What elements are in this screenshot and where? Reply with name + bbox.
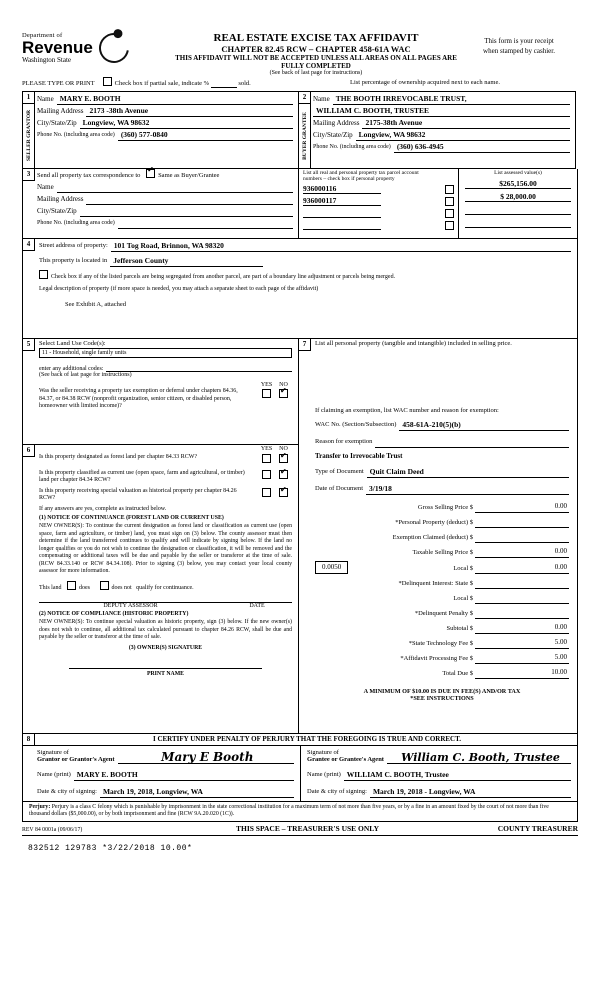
grantee-signature-block	[300, 746, 577, 801]
document-date-label: Date of Document	[315, 484, 364, 492]
yes-header: YES	[260, 382, 273, 388]
buyer-side-label: BUYER GRANTEE	[302, 111, 308, 160]
certification-statement: I CERTIFY UNDER PENALTY OF PERJURY THAT THE FOREGOING IS TRUE AND CORRECT.	[23, 734, 577, 746]
grantor-date-value[interactable]: March 19, 2018, Longview, WA	[100, 786, 294, 798]
personal-property-section	[299, 339, 578, 734]
row-value[interactable]: 5.00	[475, 652, 569, 664]
seller-name-value[interactable]: MARY E. BOOTH	[57, 93, 293, 105]
parcel-personal-checkbox[interactable]	[445, 221, 454, 230]
buyer-citystatezip-label: City/State/Zip	[313, 131, 353, 139]
parcel-number-value[interactable]	[303, 208, 381, 218]
form-notice: THIS AFFIDAVIT WILL NOT BE ACCEPTED UNLESS ALL AREAS ON ALL PAGES ARE FULLY COMPLETED	[175, 54, 457, 70]
buyer-address-label: Mailing Address	[313, 119, 360, 127]
see-instructions-note: *SEE INSTRUCTIONS	[410, 694, 474, 702]
if-any-yes-note: If any answers are yes, complete as instructed below.	[39, 505, 167, 512]
grantee-signature-value[interactable]: William C. Booth, Trustee	[387, 752, 571, 764]
row-label: *Personal Property (deduct) $	[395, 518, 473, 526]
document-header	[22, 14, 578, 76]
buyer-section-number: 2	[299, 92, 311, 104]
correspondence-section	[22, 169, 299, 239]
corr-citystatezip-value[interactable]	[80, 205, 293, 217]
seller-address-value[interactable]: 2173 -38th Avenue	[86, 105, 293, 117]
row-value[interactable]: 0.00	[475, 562, 569, 574]
seller-address-label: Mailing Address	[37, 107, 84, 115]
partial-sale-label: Check box if partial sale, indicate %	[114, 80, 210, 87]
does-label: does	[79, 584, 90, 591]
revenue-swoosh-icon	[93, 27, 135, 69]
corr-citystatezip-label: City/State/Zip	[37, 207, 77, 215]
parcel-header-line-1: List all real and personal property tax parcel account	[303, 170, 419, 176]
row-value[interactable]: 0.00	[475, 546, 569, 558]
form-title-block	[172, 14, 460, 76]
certification-section	[22, 734, 578, 822]
assessed-value[interactable]: $ 28,000.00	[465, 192, 571, 202]
buyer-address-value[interactable]: 2175-38th Avenue	[362, 117, 570, 129]
partial-sale-checkbox[interactable]	[103, 77, 112, 86]
seller-name-label: Name	[37, 95, 54, 103]
personal-property-title: List all personal property (tangible and intangible) included in selling price.	[315, 340, 512, 347]
land-use-code-value[interactable]: 11 - Household, single family units	[39, 348, 292, 358]
current-use-question: Is this property classified as current use (open space, farm and agricultural, or timber) land per chapter 84.34 RCW?	[39, 469, 245, 483]
assessed-value[interactable]: $265,156.00	[465, 179, 571, 189]
receipt-line-1: This form is your receipt	[484, 37, 554, 45]
document-date-value[interactable]: 3/19/18	[366, 483, 569, 495]
row-label: Local $	[453, 594, 473, 602]
grantor-name-label: Name (print)	[37, 770, 71, 778]
grantee-sig-label-1: Signature of	[307, 749, 339, 756]
form-chapter: CHAPTER 82.45 RCW – CHAPTER 458-61A WAC	[221, 44, 411, 54]
parcel-number-value[interactable]	[303, 220, 381, 230]
historic-no-checkbox[interactable]: ✔	[279, 488, 288, 497]
seller-phone-value[interactable]: (360) 577-0840	[118, 129, 293, 141]
seller-citystatezip-value[interactable]: Longview, WA 98632	[80, 117, 293, 129]
forest-yes-checkbox[interactable]	[262, 454, 271, 463]
continuance-paragraph: NEW OWNER(S): To continue the current designation as forest land or classification as current use (open space, farm and agriculture, or timber) land, you must sign on (3) below. The county assessor must then determine if the land transferred continues to qualify and will indicate by signing below. If the land no longer qualifies or you do not wish to continue the designation or classification, it will be removed and the compensating or additional taxes will be due and payable by the seller or transferor at the time of sale. (RCW 84.33.140 or RCW 84.34.108). Prior to signing (3) below, you may contact your local county assessor for more information.	[39, 523, 292, 575]
row-label: Total Due $	[442, 669, 473, 677]
sold-label: sold.	[238, 80, 251, 87]
grantee-sig-label-2: Grantee or Grantee's Agent	[307, 756, 384, 764]
does-not-label: does not	[111, 584, 132, 591]
parcel-header-line-2: numbers – check box if personal property	[303, 176, 395, 182]
buyer-citystatezip-value[interactable]: Longview, WA 98632	[356, 129, 570, 141]
legal-description-label: Legal description of property (if more space is needed, you may attach a separate sheet to each page of the affidavit)	[39, 286, 319, 292]
row-value[interactable]	[475, 592, 569, 604]
exemption-yes-checkbox[interactable]	[262, 389, 271, 398]
wac-number-value[interactable]: 458-61A-210(5)(b)	[399, 419, 569, 431]
correspondence-row	[22, 169, 578, 239]
revision-label: REV 84 0001a (09/06/17)	[22, 827, 83, 834]
currentuse-yes-checkbox[interactable]	[262, 470, 271, 479]
this-land-label: This land	[39, 584, 62, 591]
buyer-name-value-1[interactable]: THE BOOTH IRREVOCABLE TRUST,	[333, 93, 570, 105]
row-value[interactable]: 0.00	[475, 501, 569, 513]
located-in-value[interactable]: Jefferson County	[110, 255, 263, 267]
perjury-text: Perjury is a class C felony which is punishable by imprisonment in the state correctional institution for a maximum term of not more than five years, or by a fine in an amount fixed by the court of not more than five thousand dollars ($5,000.00), or by both imprisonment and fine (RCW 9A.20.020 (1C)).	[29, 803, 549, 818]
corr-address-value[interactable]	[86, 193, 293, 205]
county-treasurer-label: COUNTY TREASURER	[497, 824, 578, 834]
row-label: Exemption Claimed (deduct) $	[392, 533, 473, 541]
additional-codes-label: enter any additional codes:	[39, 366, 104, 372]
tax-exemption-question: Was the seller receiving a property tax exemption or deferral under chapters 84.36, 84.37, or 84.38 RCW (nonprofit organization, senior citizen, or disabled person, homeowner with limited income)?	[39, 388, 238, 409]
exemption-reason-value[interactable]	[375, 436, 569, 448]
grantor-name-value[interactable]: MARY E. BOOTH	[74, 769, 294, 781]
property-section-number: 4	[23, 239, 35, 251]
document-type-value[interactable]: Quit Claim Deed	[367, 466, 569, 478]
land-does-not-checkbox[interactable]	[100, 581, 109, 590]
segregated-label: Check box if any of the listed parcels are being segregated from another parcel, are part of a boundary line adjustment or parcels being merged.	[51, 274, 396, 280]
parcel-number-value[interactable]: 936000116	[303, 184, 381, 194]
personal-property-section-number: 7	[299, 339, 311, 351]
minimum-due-note: A MINIMUM OF $10.00 IS DUE IN FEE(S) AND/OR TAX	[363, 687, 521, 695]
row-label: *Delinquent Interest: State $	[398, 579, 473, 587]
correspondence-title: Send all property tax correspondence to	[37, 172, 141, 179]
seller-section-number: 1	[23, 92, 35, 104]
land-use-section-number: 5	[23, 339, 35, 351]
assessed-value[interactable]	[465, 218, 571, 228]
buyer-section	[299, 91, 576, 169]
grantor-signature-block	[23, 746, 300, 801]
parcel-numbers-section	[299, 169, 459, 239]
continuance-heading: (1) NOTICE OF CONTINUANCE (FOREST LAND OR CURRENT USE)	[39, 514, 224, 521]
historic-yes-checkbox[interactable]	[262, 488, 271, 497]
legal-description-value[interactable]: See Exhibit A, attached	[65, 301, 127, 308]
form-see-back: (See back of last page for instructions)	[269, 70, 363, 76]
no-header: NO	[279, 446, 288, 452]
row-label: *Affidavit Processing Fee $	[400, 654, 473, 662]
receipt-note	[460, 14, 578, 56]
additional-codes-value[interactable]	[106, 360, 292, 372]
exemption-no-checkbox[interactable]: ✔	[279, 389, 288, 398]
department-label: Department of	[22, 32, 63, 39]
agency-name: Revenue	[22, 38, 93, 57]
assessed-header: List assessed value(s)	[494, 170, 542, 176]
parties-row	[22, 91, 578, 169]
row-label: Local $	[453, 564, 473, 572]
row-value[interactable]	[475, 516, 569, 528]
street-address-value[interactable]: 101 Tog Road, Brinnon, WA 98320	[111, 240, 571, 252]
excise-rate-value[interactable]: 0.0050	[315, 561, 348, 574]
header-subrow	[22, 77, 578, 88]
type-or-print-label: PLEASE TYPE OR PRINT	[22, 80, 95, 87]
grantee-name-label: Name (print)	[307, 770, 341, 778]
treasurer-stamp: 832512 129783 *3/22/2018 10.00*	[28, 844, 193, 854]
form-title: REAL ESTATE EXCISE TAX AFFIDAVIT	[213, 32, 419, 44]
parcel-personal-checkbox[interactable]	[445, 197, 454, 206]
exemption-reason-text[interactable]: Transfer to Irrevocable Trust	[315, 451, 403, 460]
state-label: Washington State	[22, 56, 72, 64]
row-value[interactable]	[475, 577, 569, 589]
row-value[interactable]: 0.00	[475, 622, 569, 634]
property-section	[22, 239, 578, 339]
land-use-title: Select Land Use Code(s):	[39, 340, 106, 347]
forest-no-checkbox[interactable]: ✔	[279, 454, 288, 463]
parcel-personal-checkbox[interactable]	[445, 185, 454, 194]
qualify-label: qualify for continuance.	[136, 584, 194, 591]
row-value[interactable]	[475, 607, 569, 619]
print-name-label: PRINT NAME	[146, 671, 185, 678]
buyer-name-label: Name	[313, 95, 330, 103]
buyer-phone-value[interactable]: (360) 636-4945	[394, 141, 570, 153]
seller-side-label: SELLER GRANTOR	[26, 109, 32, 161]
corr-phone-value[interactable]	[118, 217, 293, 229]
row-label: Gross Selling Price $	[417, 503, 473, 511]
compliance-paragraph: NEW OWNER(S): To continue special valuation as historic property, sign (3) below. If the new owner(s) does not wish to continue, all additional tax calculated pursuant to chapter 84.26 RCW, shall be due and payable by the seller or transferor at the time of sale.	[39, 619, 292, 641]
continuance-section-number: 6	[23, 445, 35, 457]
currentuse-no-checkbox[interactable]: ✔	[279, 470, 288, 479]
buyer-name-value-2[interactable]: WILLIAM C. BOOTH, TRUSTEE	[313, 105, 570, 117]
certification-section-number: 8	[23, 734, 35, 746]
deputy-date-label: DATE	[249, 602, 265, 609]
forest-land-question: Is this property designated as forest land per chapter 84.33 RCW?	[39, 454, 198, 460]
row-value[interactable]: 10.00	[475, 667, 569, 679]
located-in-label: This property is located in	[39, 257, 108, 264]
grantor-date-label: Date & city of signing:	[37, 787, 97, 795]
segregated-checkbox[interactable]	[39, 270, 48, 279]
corr-name-label: Name	[37, 183, 54, 191]
owner-signature-heading: (3) OWNER(S) SIGNATURE	[128, 644, 203, 651]
row-value[interactable]: 5.00	[475, 637, 569, 649]
corr-address-label: Mailing Address	[37, 195, 84, 203]
grantor-sig-label-1: Signature of	[37, 749, 69, 756]
grantor-signature-value[interactable]: Mary E Booth	[118, 752, 294, 764]
row-label: Taxable Selling Price $	[412, 548, 473, 556]
correspondence-section-number: 3	[23, 169, 35, 181]
row-label: *State Technology Fee $	[408, 639, 473, 647]
continuance-section	[22, 445, 299, 734]
same-as-buyer-label: Same as Buyer/Grantee	[158, 172, 220, 179]
compliance-heading: (2) NOTICE OF COMPLIANCE (HISTORIC PROPERTY)	[39, 610, 189, 617]
corr-phone-label: Phone No. (including area code)	[37, 220, 115, 226]
corr-name-value[interactable]	[57, 181, 293, 193]
percent-ownership-label: List percentage of ownership acquired next to each name.	[350, 79, 500, 86]
row-label: Subtotal $	[446, 624, 473, 632]
land-does-checkbox[interactable]	[67, 581, 76, 590]
land-use-section	[22, 339, 299, 445]
footer-divider	[22, 835, 578, 836]
no-header: NO	[279, 382, 288, 388]
seller-citystatezip-label: City/State/Zip	[37, 119, 77, 127]
agency-logo	[22, 14, 172, 64]
grantee-date-value[interactable]: March 19, 2018 - Longview, WA	[370, 786, 571, 798]
document-footer	[22, 824, 578, 833]
parcel-number-value[interactable]: 936000117	[303, 196, 381, 206]
deputy-assessor-signature-line[interactable]	[39, 593, 292, 603]
grantee-name-value[interactable]: WILLIAM C. BOOTH, Trustee	[344, 769, 571, 781]
deputy-assessor-label: DEPUTY ASSESSOR	[103, 602, 158, 609]
seller-phone-label: Phone No. (including area code)	[37, 132, 115, 138]
same-as-buyer-checkbox[interactable]	[146, 169, 155, 178]
land-use-see-back: (See back of last page for instructions)	[39, 372, 132, 378]
owner-signature-line[interactable]	[69, 654, 262, 669]
assessed-values-section	[459, 169, 578, 239]
wac-number-label: WAC No. (Section/Subsection)	[315, 420, 397, 428]
row-label: *Delinquent Penalty $	[414, 609, 473, 617]
seller-section	[22, 91, 299, 169]
assessed-value[interactable]	[465, 205, 571, 215]
exemption-claim-title: If claiming an exemption, list WAC number and reason for exemption:	[315, 406, 499, 414]
yes-header: YES	[260, 446, 273, 452]
grantor-sig-label-2: Grantor or Grantor's Agent	[37, 756, 115, 764]
document-type-label: Type of Document	[315, 467, 364, 475]
historic-question: Is this property receiving special valuation as historical property per chapter 84.26 RCW?	[39, 487, 237, 501]
parcel-personal-checkbox[interactable]	[445, 209, 454, 218]
grantee-date-label: Date & city of signing:	[307, 787, 367, 795]
buyer-phone-label: Phone No. (including area code)	[313, 144, 391, 150]
row-value[interactable]	[475, 531, 569, 543]
exemption-reason-label: Reason for exemption	[315, 437, 373, 445]
tax-calculation-table	[315, 501, 569, 679]
perjury-label: Perjury:	[29, 803, 51, 810]
treasurer-use-label: THIS SPACE – TREASURER'S USE ONLY	[235, 824, 380, 834]
receipt-line-2: when stamped by cashier.	[483, 47, 555, 56]
street-address-label: Street address of property:	[39, 242, 108, 249]
